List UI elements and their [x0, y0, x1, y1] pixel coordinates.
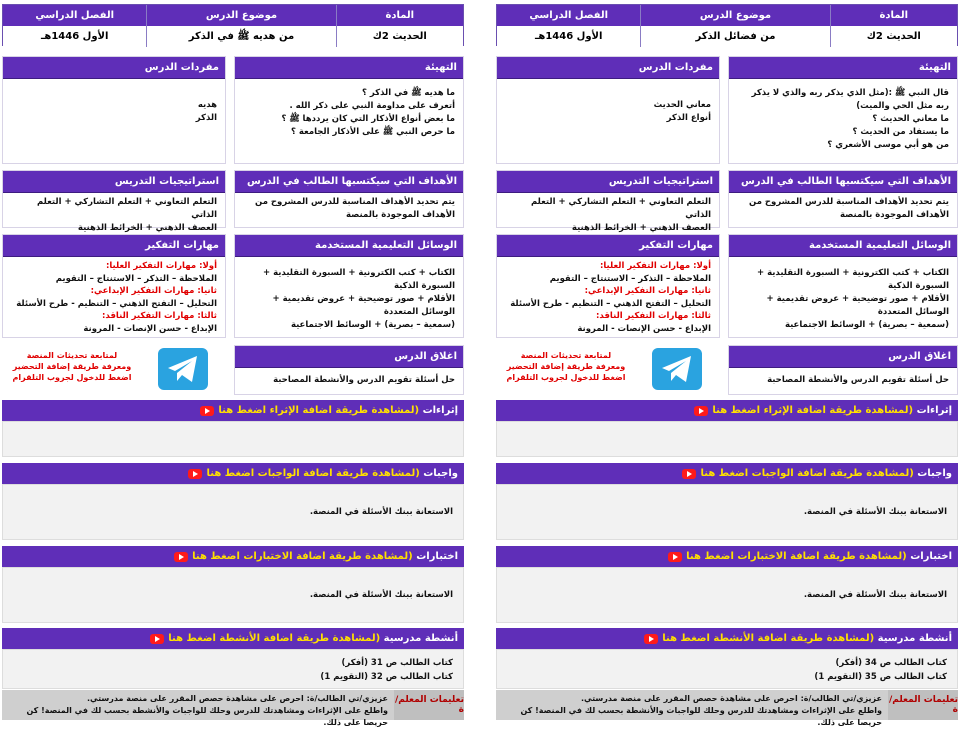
header-topic-label: موضوع الدرس	[640, 5, 829, 26]
tests-content: الاستعانة ببنك الأسئلة في المنصة.	[2, 567, 464, 623]
tests-bar[interactable]	[2, 546, 464, 567]
telegram-link-text[interactable]: لمتابعة تحديثات المنصة ومعرفة طريقة إضافة التحضير اضغط للدخول لجروب التلقرام	[12, 351, 132, 382]
vocab-body: معاني الحديث أنواع الذكر	[653, 100, 711, 123]
closing-title: اغلاق الدرس	[729, 346, 957, 368]
activities-line-1: كتاب الطالب ص 34 (أفكر)	[835, 658, 947, 668]
strategies-body: التعلم التعاوني + التعلم التشاركي + التعلم الذاتي العصف الذهني + الخرائط الذهنية	[36, 197, 217, 233]
intro-body: قال النبي ﷺ :(مثل الذي يذكر ربه والذي لا يذكر ربه مثل الحي والميت) ما معاني الحديث ؟ ما يستفاد من الحديث ؟ من هو أبي موسى الأشعري ؟	[751, 88, 949, 150]
instructions-label: تعليمات المعلم/ة	[394, 690, 464, 720]
activities-line-1: كتاب الطالب ص 31 (أفكر)	[341, 658, 453, 668]
youtube-icon[interactable]	[188, 469, 202, 479]
youtube-icon[interactable]	[200, 406, 214, 416]
teacher-instructions	[2, 690, 464, 727]
header-subject-value: الحديث 2ك	[336, 26, 463, 47]
thinking-heading-2: ثانيا: مهارات التفكير الإبداعي:	[90, 286, 217, 296]
goals-title: الأهداف التي سيكتسبها الطالب في الدرس	[729, 171, 957, 193]
activities-bar[interactable]	[496, 628, 958, 649]
strategies-box	[496, 170, 720, 233]
thinking-heading-3: ثالثا: مهارات التفكير الناقد:	[596, 311, 711, 321]
youtube-icon[interactable]	[668, 552, 682, 562]
activities-content	[2, 649, 464, 689]
tests-bar[interactable]	[496, 546, 958, 567]
homework-bar[interactable]	[2, 463, 464, 484]
header-term-label: الفصل الدراسي	[35, 10, 115, 21]
homework-hint[interactable]: (لمشاهدة طريقة اضافة الواجبات اضغط هنا	[206, 468, 420, 479]
closing-body: حل أسئلة تقويم الدرس والأنشطة المصاحبة	[273, 375, 455, 385]
intro-title: التهيئة	[235, 57, 463, 79]
youtube-icon[interactable]	[694, 406, 708, 416]
enrich-content	[496, 421, 958, 457]
youtube-icon[interactable]	[682, 469, 696, 479]
vocab-box	[496, 56, 720, 164]
activities-line-2: كتاب الطالب ص 32 (التقويم 1)	[320, 672, 453, 682]
enrich-label: إثراءات	[422, 405, 458, 416]
tests-hint[interactable]: (لمشاهدة طريقة اضافة الاختبارات اضغط هنا	[192, 551, 413, 562]
header-table	[496, 4, 958, 46]
enrich-bar[interactable]	[2, 400, 464, 421]
thinking-body	[497, 257, 719, 338]
activities-content	[496, 649, 958, 689]
header-subject-label: المادة	[336, 5, 463, 26]
tests-label: اختبارات	[416, 551, 458, 562]
enrich-hint[interactable]: (لمشاهدة طريقة اضافة الإثراء اضغط هنا	[712, 405, 914, 416]
telegram-icon[interactable]	[158, 348, 208, 390]
header-subject-value: الحديث 2ك	[830, 26, 957, 47]
homework-label: واجبات	[917, 468, 952, 479]
tools-title: الوسائل التعليمية المستخدمة	[729, 235, 957, 257]
tools-title: الوسائل التعليمية المستخدمة	[235, 235, 463, 257]
tools-body: الكتاب + كتب الكترونية + السبورة التقليدية + السبورة الذكية الأقلام + صور توضيحية + عروض تقديمية + الوسائل المتعددة (سمعية – بصرية) + الوسائط الاجتماعية	[262, 268, 455, 330]
instructions-label: تعليمات المعلم/ة	[888, 690, 958, 720]
homework-hint[interactable]: (لمشاهدة طريقة اضافة الواجبات اضغط هنا	[700, 468, 914, 479]
strategies-body: التعلم التعاوني + التعلم التشاركي + التعلم الذاتي العصف الذهني + الخرائط الذهنية	[530, 197, 711, 233]
goals-box	[234, 170, 464, 228]
thinking-heading-1: أولا: مهارات التفكير العليا:	[599, 261, 711, 271]
vocab-box	[2, 56, 226, 164]
telegram-link-text[interactable]: لمتابعة تحديثات المنصة ومعرفة طريقة إضافة التحضير اضغط للدخول لجروب التلقرام	[506, 351, 626, 382]
thinking-line-3: الإبداع - حسن الإنصات - المرونة	[83, 323, 217, 334]
tests-content: الاستعانة ببنك الأسئلة في المنصة.	[496, 567, 958, 623]
tools-body: الكتاب + كتب الكترونية + السبورة التقليدية + السبورة الذكية الأقلام + صور توضيحية + عروض تقديمية + الوسائل المتعددة (سمعية – بصرية) + الوسائط الاجتماعية	[756, 268, 949, 330]
tests-hint[interactable]: (لمشاهدة طريقة اضافة الاختبارات اضغط هنا	[686, 551, 907, 562]
intro-box	[728, 56, 958, 164]
thinking-line-3: الإبداع - حسن الإنصات - المرونة	[577, 323, 711, 334]
teacher-instructions	[496, 690, 958, 727]
enrich-hint[interactable]: (لمشاهدة طريقة اضافة الإثراء اضغط هنا	[218, 405, 420, 416]
vocab-title: مفردات الدرس	[3, 57, 225, 79]
thinking-line-1: الملاحظة – التذكر – الاستنتاج – التقويم	[55, 273, 217, 284]
enrich-bar[interactable]	[496, 400, 958, 421]
vocab-body: هديه الذكر	[195, 100, 217, 123]
thinking-title: مهارات التفكير	[497, 235, 719, 257]
youtube-icon[interactable]	[644, 634, 658, 644]
activities-hint[interactable]: (لمشاهدة طريقة اضافة الأنشطة اضغط هنا	[168, 633, 381, 644]
thinking-body	[3, 257, 225, 338]
goals-body: يتم تحديد الأهداف المناسبة للدرس المشروح من الأهداف الموجودة بالمنصة	[749, 197, 949, 220]
thinking-line-1: الملاحظة – التذكر – الاستنتاج – التقويم	[549, 273, 711, 284]
vocab-title: مفردات الدرس	[497, 57, 719, 79]
intro-box	[234, 56, 464, 164]
instructions-text: عزيزي/تي الطالب/ة: احرص على مشاهدة حصص المقرر على منصة مدرستي. واطلع على الإثراءات ومشاهدتك للدرس وحلك للواجبات والأنشطة بحسب لك في المنصة! كن حريصا على ذلك.	[26, 694, 388, 727]
homework-content: الاستعانة ببنك الأسئلة في المنصة.	[2, 484, 464, 540]
strategies-title: استراتيجيات التدريس	[3, 171, 225, 193]
header-term-label: الفصل الدراسي	[529, 10, 609, 21]
goals-box	[728, 170, 958, 228]
goals-title: الأهداف التي سيكتسبها الطالب في الدرس	[235, 171, 463, 193]
activities-label: أنشطة مدرسية	[877, 633, 952, 644]
homework-bar[interactable]	[496, 463, 958, 484]
instructions-text: عزيزي/تي الطالب/ة: احرص على مشاهدة حصص المقرر على منصة مدرستي. واطلع على الإثراءات ومشاهدتك للدرس وحلك للواجبات والأنشطة بحسب لك في المنصة! كن حريصا على ذلك.	[520, 694, 882, 727]
thinking-title: مهارات التفكير	[3, 235, 225, 257]
enrich-label: إثراءات	[916, 405, 952, 416]
telegram-icon[interactable]	[652, 348, 702, 390]
thinking-box	[496, 234, 720, 338]
header-table	[2, 4, 464, 46]
intro-title: التهيئة	[729, 57, 957, 79]
lesson-plan-page	[496, 0, 958, 727]
header-term-value: الأول 1446هـ	[40, 31, 109, 42]
closing-box	[728, 345, 958, 395]
activities-line-2: كتاب الطالب ص 35 (التقويم 1)	[814, 672, 947, 682]
intro-body: ما هديه ﷺ في الذكر ؟ أتعرف على مداومة النبي على ذكر الله . ما بعض أنواع الأذكار التي كان يرددها ﷺ ؟ ما حرص النبي ﷺ على الأذكار الجامعة ؟	[281, 88, 455, 137]
thinking-heading-1: أولا: مهارات التفكير العليا:	[105, 261, 217, 271]
youtube-icon[interactable]	[150, 634, 164, 644]
thinking-line-2: التحليل – التفتح الذهني – التنظيم - طرح الأسئلة	[510, 298, 711, 309]
header-subject-label: المادة	[830, 5, 957, 26]
youtube-icon[interactable]	[174, 552, 188, 562]
tools-box	[234, 234, 464, 338]
enrich-content	[2, 421, 464, 457]
thinking-heading-2: ثانيا: مهارات التفكير الإبداعي:	[584, 286, 711, 296]
tests-label: اختبارات	[910, 551, 952, 562]
homework-content: الاستعانة ببنك الأسئلة في المنصة.	[496, 484, 958, 540]
tools-box	[728, 234, 958, 338]
activities-label: أنشطة مدرسية	[383, 633, 458, 644]
thinking-box	[2, 234, 226, 338]
closing-title: اغلاق الدرس	[235, 346, 463, 368]
thinking-heading-3: ثالثا: مهارات التفكير الناقد:	[102, 311, 217, 321]
header-term-value: الأول 1446هـ	[534, 31, 603, 42]
homework-label: واجبات	[423, 468, 458, 479]
strategies-box	[2, 170, 226, 233]
goals-body: يتم تحديد الأهداف المناسبة للدرس المشروح من الأهداف الموجودة بالمنصة	[255, 197, 455, 220]
thinking-line-2: التحليل – التفتح الذهني – التنظيم - طرح الأسئلة	[16, 298, 217, 309]
activities-hint[interactable]: (لمشاهدة طريقة اضافة الأنشطة اضغط هنا	[662, 633, 875, 644]
header-topic-value: من هديه ﷺ في الذكر	[146, 26, 335, 47]
strategies-title: استراتيجيات التدريس	[497, 171, 719, 193]
activities-bar[interactable]	[2, 628, 464, 649]
closing-body: حل أسئلة تقويم الدرس والأنشطة المصاحبة	[767, 375, 949, 385]
header-topic-value: من فضائل الذكر	[640, 26, 829, 47]
header-topic-label: موضوع الدرس	[146, 5, 335, 26]
lesson-plan-page	[2, 0, 464, 727]
closing-box	[234, 345, 464, 395]
